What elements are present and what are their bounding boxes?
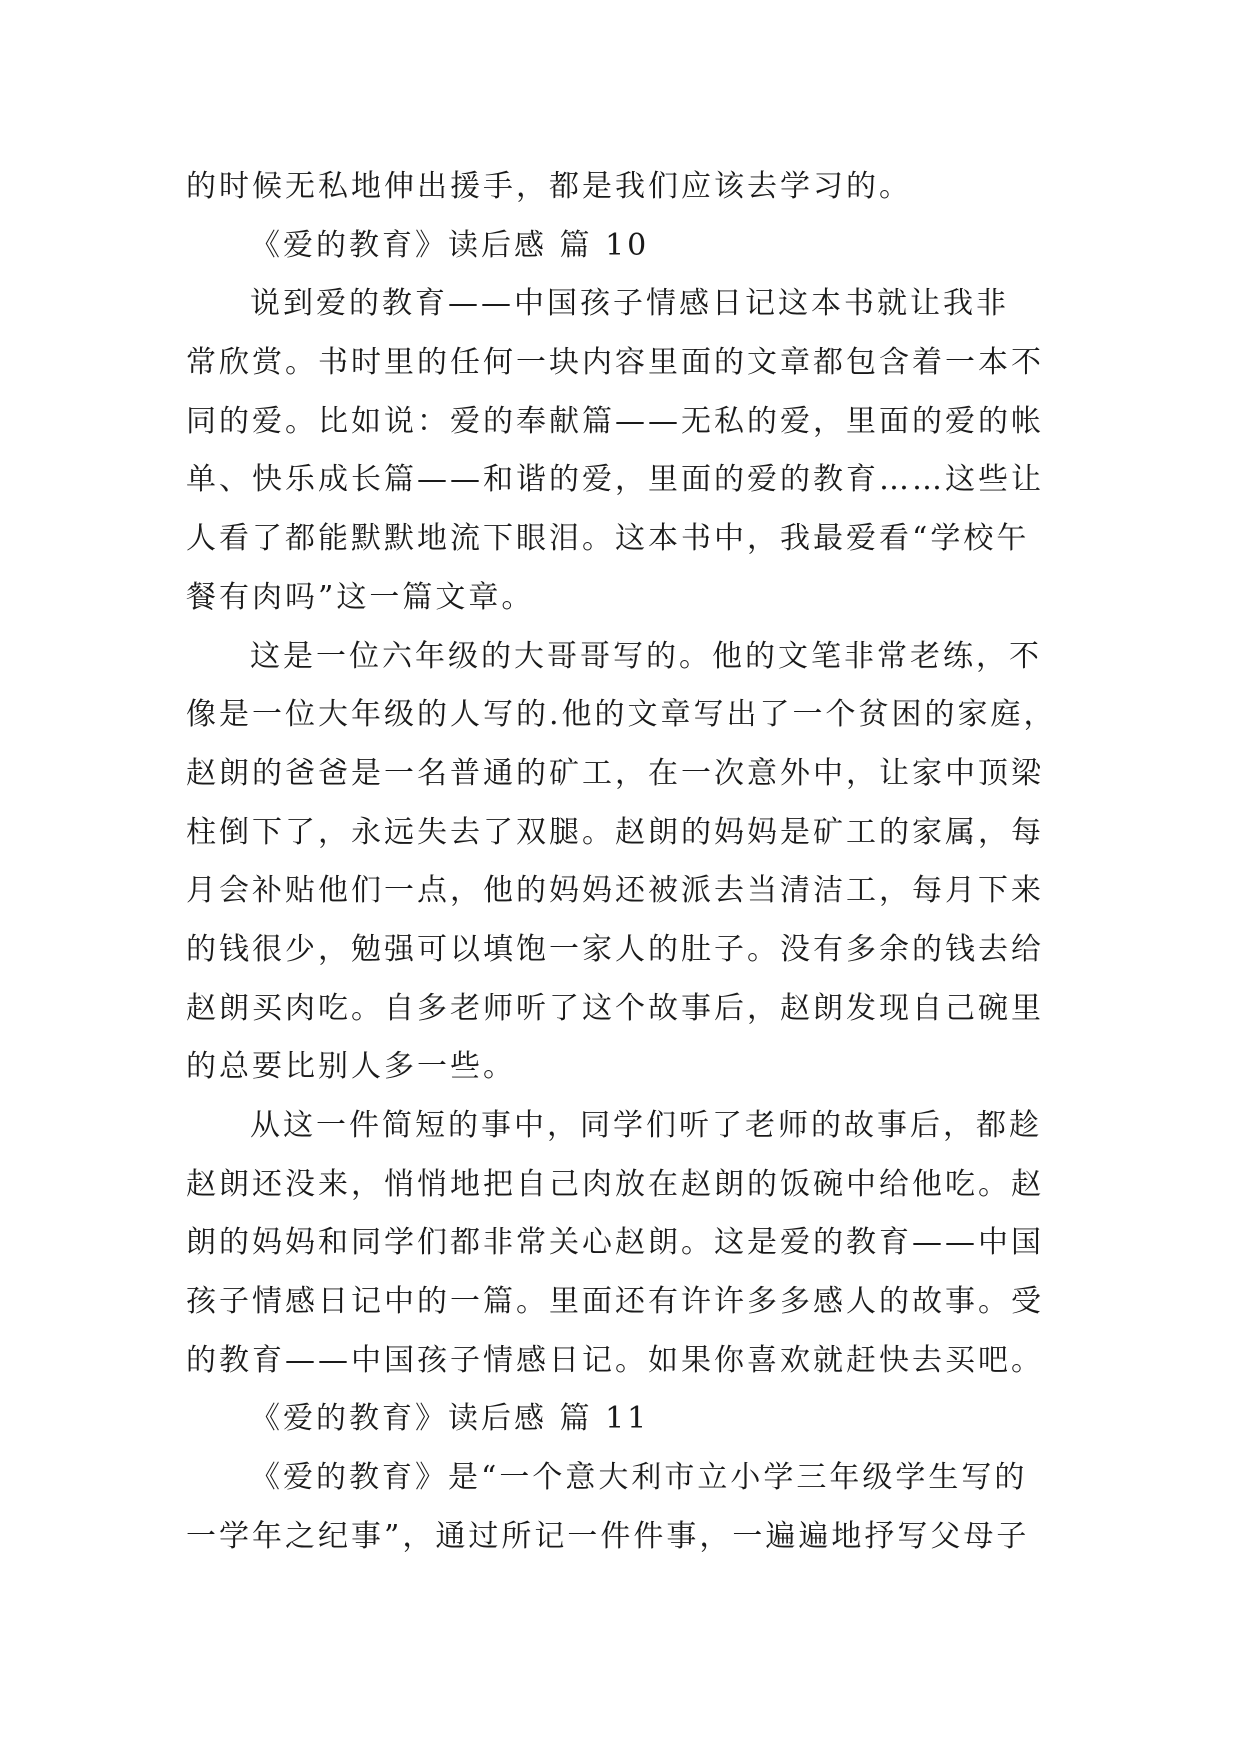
text-line: 朗的妈妈和同学们都非常关心赵朗。这是爱的教育——中国 [186, 1225, 1044, 1261]
text-line: 这是一位六年级的大哥哥写的。他的文笔非常老练，不 [250, 638, 1042, 674]
text-line: 单、快乐成长篇——和谐的爱，里面的爱的教育……这些让 [186, 462, 1044, 498]
text-line: 赵朗买肉吃。自多老师听了这个故事后，赵朗发现自己碗里 [186, 990, 1044, 1026]
text-line: 同的爱。比如说：爱的奉献篇——无私的爱，里面的爱的帐 [186, 403, 1044, 439]
text-line: 《爱的教育》是“一个意大利市立小学三年级学生写的 [250, 1460, 1028, 1496]
text-line: 孩子情感日记中的一篇。里面还有许许多多感人的故事。受 [186, 1284, 1044, 1320]
text-line: 《爱的教育》读后感 篇 10 [250, 227, 650, 263]
text-line: 的时候无私地伸出援手，都是我们应该去学习的。 [186, 169, 912, 204]
text-line: 柱倒下了，永远失去了双腿。赵朗的妈妈是矿工的家属，每 [186, 814, 1044, 850]
text-line: 像是一位大年级的人写的.他的文章写出了一个贫困的家庭， [186, 697, 1057, 733]
text-line: 人看了都能默默地流下眼泪。这本书中，我最爱看“学校午 [186, 521, 1030, 557]
text-line: 赵朗的爸爸是一名普通的矿工，在一次意外中，让家中顶梁 [186, 755, 1044, 791]
text-line: 餐有肉吗”这一篇文章。 [186, 579, 535, 615]
text-line: 赵朗还没来，悄悄地把自己肉放在赵朗的饭碗中给他吃。赵 [186, 1166, 1044, 1202]
text-line: 说到爱的教育——中国孩子情感日记这本书就让我非 [250, 286, 1009, 322]
text-line: 常欣赏。书时里的任何一块内容里面的文章都包含着一本不 [186, 345, 1044, 381]
text-line: 《爱的教育》读后感 篇 11 [250, 1401, 650, 1437]
text-line: 的钱很少，勉强可以填饱一家人的肚子。没有多余的钱去给 [186, 931, 1044, 967]
text-line: 的总要比别人多一些。 [186, 1049, 516, 1085]
text-line: 从这一件简短的事中，同学们听了老师的故事后，都趁 [250, 1108, 1042, 1143]
text-line: 月会补贴他们一点，他的妈妈还被派去当清洁工，每月下来 [186, 873, 1044, 909]
body-text [186, 158, 1066, 1567]
text-line: 的教育——中国孩子情感日记。如果你喜欢就赶快去买吧。 [186, 1342, 1044, 1378]
text-line: 一学年之纪事”，通过所记一件件事，一遍遍地抒写父母子 [186, 1518, 1030, 1554]
